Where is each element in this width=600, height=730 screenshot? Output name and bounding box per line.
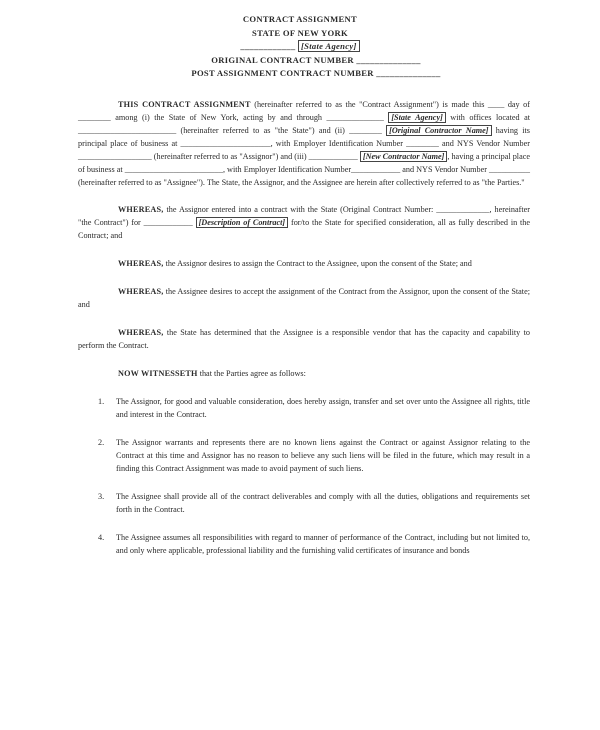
agency-line: [0, 40, 600, 54]
contract-description-placeholder: [Description of Contract]: [196, 217, 289, 228]
whereas-paragraph-3: [78, 285, 530, 311]
document-header: [0, 13, 600, 81]
state-agency-placeholder: [State Agency]: [388, 112, 445, 123]
agreement-terms-list: [78, 395, 530, 557]
item-number: 3.: [98, 492, 105, 501]
whereas-text-1b: for/to the State for specified consideration, all as fully described in the Contract; and: [78, 218, 531, 240]
whereas-lead-4: WHEREAS,: [118, 328, 164, 337]
witnesseth-lead: NOW WITNESSETH: [118, 369, 198, 378]
whereas-paragraph-1: [78, 203, 530, 242]
item-text: The Assignor warrants and represents there are no known liens against the Contract or against Assignor relating to the Contract at this time and Assignor has no reason to believe any such liens will be filed in the future, which may result in a finding this Contract Assignment was made to avoid payment of such liens.: [116, 438, 530, 473]
intro-text-2: with offices located at ________________________ (hereinafter referred to as "the State") and (ii) ________: [78, 113, 530, 135]
item-number: 4.: [98, 533, 105, 542]
item-text: The Assignee assumes all responsibilities with regard to manner of performance of the Contract, including but not limited to, and only where applicable, professional liability and the furnishing valid certificates of insurance and bonds: [116, 533, 530, 555]
witnesseth-paragraph: [78, 367, 530, 380]
whereas-text-1a: the Assignor entered into a contract with the State (Original Contract Number: _____________, hereinafter "the Contract") for ____________: [78, 205, 530, 227]
post-assignment-contract-number-line: POST ASSIGNMENT CONTRACT NUMBER ______________: [191, 68, 441, 78]
state-agency-field: [State Agency]: [298, 40, 360, 52]
agency-blank: ____________: [240, 41, 296, 51]
whereas-text-4: the State has determined that the Assignee is a responsible vendor that has the capacity and capability to perform the Contract.: [78, 328, 530, 350]
whereas-text-2: the Assignor desires to assign the Contract to the Assignee, upon the consent of the State; and: [163, 259, 472, 268]
whereas-paragraph-4: [78, 326, 530, 352]
list-item: [78, 531, 530, 557]
item-text: The Assignor, for good and valuable consideration, does hereby assign, transfer and set over unto the Assignee all rights, title and interest in the Contract.: [116, 397, 530, 419]
intro-text-1: (hereinafter referred to as the "Contract Assignment") is made this ____ day of ________ among (i) the State of New York, acting by and through ______________: [78, 100, 530, 122]
new-contractor-placeholder: [New Contractor Name]: [360, 151, 447, 162]
list-item: [78, 436, 530, 475]
whereas-lead-2: WHEREAS,: [118, 259, 164, 268]
whereas-text-3: the Assignee desires to accept the assignment of the Contract from the Assignor, upon the consent of the State; and: [78, 287, 530, 309]
original-contract-number-line: ORIGINAL CONTRACT NUMBER ______________: [211, 54, 421, 65]
list-item: [78, 490, 530, 516]
list-item: [78, 395, 530, 421]
intro-text-4: , having a principal place of business at ________________________, with Employer Identification Number____________ and NYS Vendor Number __________ (hereinafter referred to as "Assignee"). The State, the Assignor, and the Assignee are herein after collectively referred to as "the Parties.": [78, 152, 530, 187]
item-number: 1.: [98, 397, 105, 406]
witnesseth-text: that the Parties agree as follows:: [197, 369, 306, 378]
intro-paragraph: [78, 98, 530, 189]
whereas-lead-1: WHEREAS,: [118, 205, 164, 214]
whereas-paragraph-2: [78, 257, 530, 270]
state-line: STATE OF NEW YORK: [252, 27, 348, 38]
item-text: The Assignee shall provide all of the contract deliverables and comply with all the duties, obligations and requirements set forth in the Contract.: [116, 492, 530, 514]
document-body: [78, 98, 530, 557]
intro-text-3: having its principal place of business at ______________________, with Employer Identification Number ________ and NYS Vendor Number __________________ (hereinafter referred to as "Assignor") and (iii) ____________: [78, 126, 530, 161]
original-contractor-placeholder: [Original Contractor Name]: [386, 125, 491, 136]
item-number: 2.: [98, 438, 105, 447]
intro-lead: THIS CONTRACT ASSIGNMENT: [118, 100, 251, 109]
doc-title: CONTRACT ASSIGNMENT: [242, 14, 358, 24]
whereas-lead-3: WHEREAS,: [118, 287, 164, 296]
